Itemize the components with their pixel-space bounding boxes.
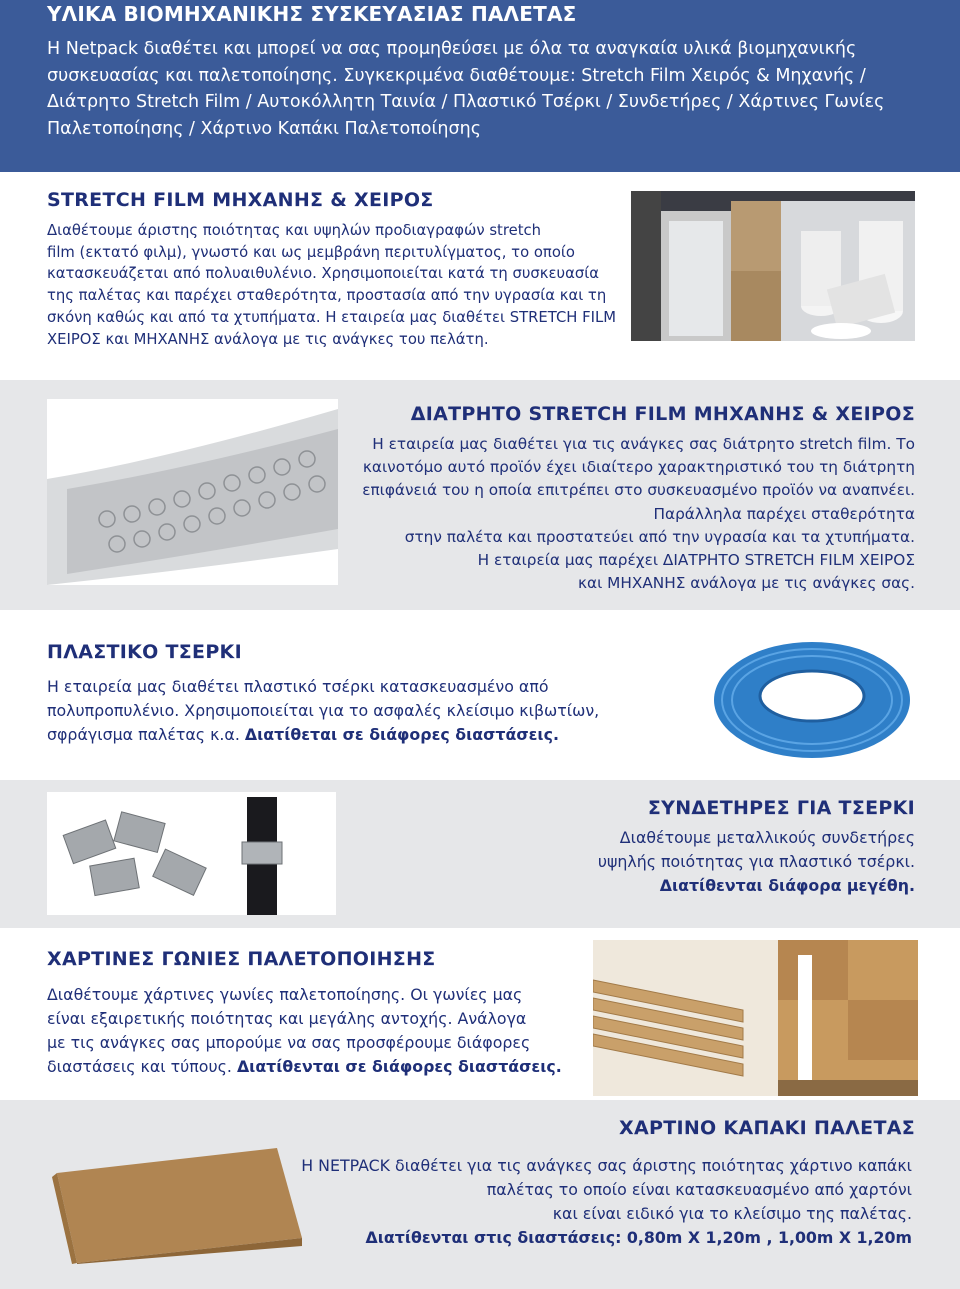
lid-section (0, 1100, 960, 1289)
strap-title: ΠΛΑΣΤΙΚΟ ΤΣΕΡΚΙ (47, 641, 242, 663)
stretch-section (0, 172, 960, 380)
paper-corners-photo (593, 940, 918, 1096)
pallet-lid-photo (47, 1143, 307, 1264)
corners-sizes: Διατίθενται σε διάφορες διαστάσεις. (236, 1057, 562, 1076)
lid-title: ΧΑΡΤΙΝΟ ΚΑΠΑΚΙ ΠΑΛΕΤΑΣ (619, 1117, 915, 1139)
strap-text: Η εταιρεία μας διαθέτει πλαστικό τσέρκι κατασκευασμένο από πολυπροπυλένιο. Χρησιμοποιείται για το ασφαλές κλείσιμο κιβωτίων, σφράγισμα παλέτας κ.α. Διατίθεται σε διάφορες διαστάσεις. (47, 677, 600, 744)
perforated-title: ΔΙΑΤΡΗΤΟ STRETCH FILM ΜΗΧΑΝΗΣ & ΧΕΙΡΟΣ (410, 403, 915, 425)
lid-text: Η NETPACK διαθέτει για τις ανάγκες σας άριστης ποιότητας χάρτινο καπάκι παλέτας το οποίο είναι κατασκευασμένο από χαρτόνι και είναι ειδικό για το κλείσιμο της παλέτας. Διατίθενται στις διαστάσεις: 0,80m X 1,20m , 1,00m X 1,20m (301, 1156, 912, 1247)
strap-section (0, 610, 960, 780)
seals-photo (47, 792, 336, 915)
seals-section (0, 780, 960, 928)
stretch-film-photo (631, 191, 915, 341)
strap-sizes: Διατίθεται σε διάφορες διαστάσεις. (244, 725, 559, 744)
perforated-section (0, 380, 960, 610)
lid-dimensions: Διατίθενται στις διαστάσεις: 0,80m X 1,20m , 1,00m X 1,20m (365, 1228, 912, 1247)
page-title: ΥΛΙΚΑ ΒΙΟΜΗΧΑΝΙΚΗΣ ΣΥΣΚΕΥΑΣΙΑΣ ΠΑΛΕΤΑΣ (47, 2, 577, 26)
perforated-film-photo (47, 399, 338, 585)
intro-text: Η Netpack διαθέτει και μπορεί να σας προμηθεύσει με όλα τα αναγκαία υλικά βιομηχανικής συσκευασίας και παλετοποίησης. Συγκεκριμένα διαθέτουμε: Stretch Film Χειρός & Μηχανής / Διάτρητο Stretch Film / Αυτοκόλλητη Ταινία / Πλαστικό Τσέρκι / Συνδετήρες / Χάρτινες Γωνίες Παλετοποίησης / Χάρτινο Καπάκι Παλετοποίησης (47, 39, 885, 139)
perforated-text: Η εταιρεία μας διαθέτει για τις ανάγκες σας διάτρητο stretch film. Το καινοτόμο αυτό προϊόν έχει ιδιαίτερο χαρακτηριστικό του τη διάτρητη επιφάνειά του η οποία επιτρέπει στο συσκευασμένο προϊόν να αναπνέει. Παράλληλα παρέχει σταθερότητα στην παλέτα και προστατεύει από την υγρασία και τα χτυπήματα. Η εταιρεία μας παρέχει ΔΙΑΤΡΗΤΟ STRETCH FILM ΧΕΙΡΟΣ και ΜΗΧΑΝΗΣ ανάλογα με τις ανάγκες σας. (362, 435, 915, 593)
corners-title: ΧΑΡΤΙΝΕΣ ΓΩΝΙΕΣ ΠΑΛΕΤΟΠΟΙΗΣΗΣ (47, 948, 436, 970)
seals-text: Διαθέτουμε μεταλλικούς συνδετήρες υψηλής ποιότητας για πλαστικό τσέρκι. Διατίθενται διάφορα μεγέθη. (597, 828, 915, 895)
header-band (0, 0, 960, 172)
seals-title: ΣΥΝΔΕΤΗΡΕΣ ΓΙΑ ΤΣΕΡΚΙ (647, 797, 915, 819)
stretch-text: Διαθέτουμε άριστης ποιότητας και υψηλών προδιαγραφών stretch film (εκτατό φιλμ), γνωστό και ως μεμβράνη περιτυλίγματος, το οποίο κατασκευάζεται από πολυαιθυλένιο. Χρησιμοποιείται κατά τη συσκευασία της παλέτας και παρέχει σταθερότητα, προστασία από την υγρασία και τη σκόνη καθώς και από τα χτυπήματα. Η εταιρεία μας διαθέτει STRETCH FILM ΧΕΙΡΟΣ και ΜΗΧΑΝΗΣ ανάλογα με τις ανάγκες του πελάτη. (47, 222, 616, 348)
plastic-strap-photo (707, 634, 917, 764)
seals-sizes: Διατίθενται διάφορα μεγέθη. (659, 876, 915, 895)
stretch-title: STRETCH FILM ΜΗΧΑΝΗΣ & ΧΕΙΡΟΣ (47, 189, 434, 211)
corners-section (0, 928, 960, 1100)
corners-text: Διαθέτουμε χάρτινες γωνίες παλετοποίησης. Οι γωνίες μας είναι εξαιρετικής ποιότητας και μεγάλης αντοχής. Ανάλογα με τις ανάγκες σας μπορούμε να σας προσφέρουμε διάφορες διαστάσεις και τύπους. Διατίθενται σε διάφορες διαστάσεις. (47, 985, 562, 1076)
